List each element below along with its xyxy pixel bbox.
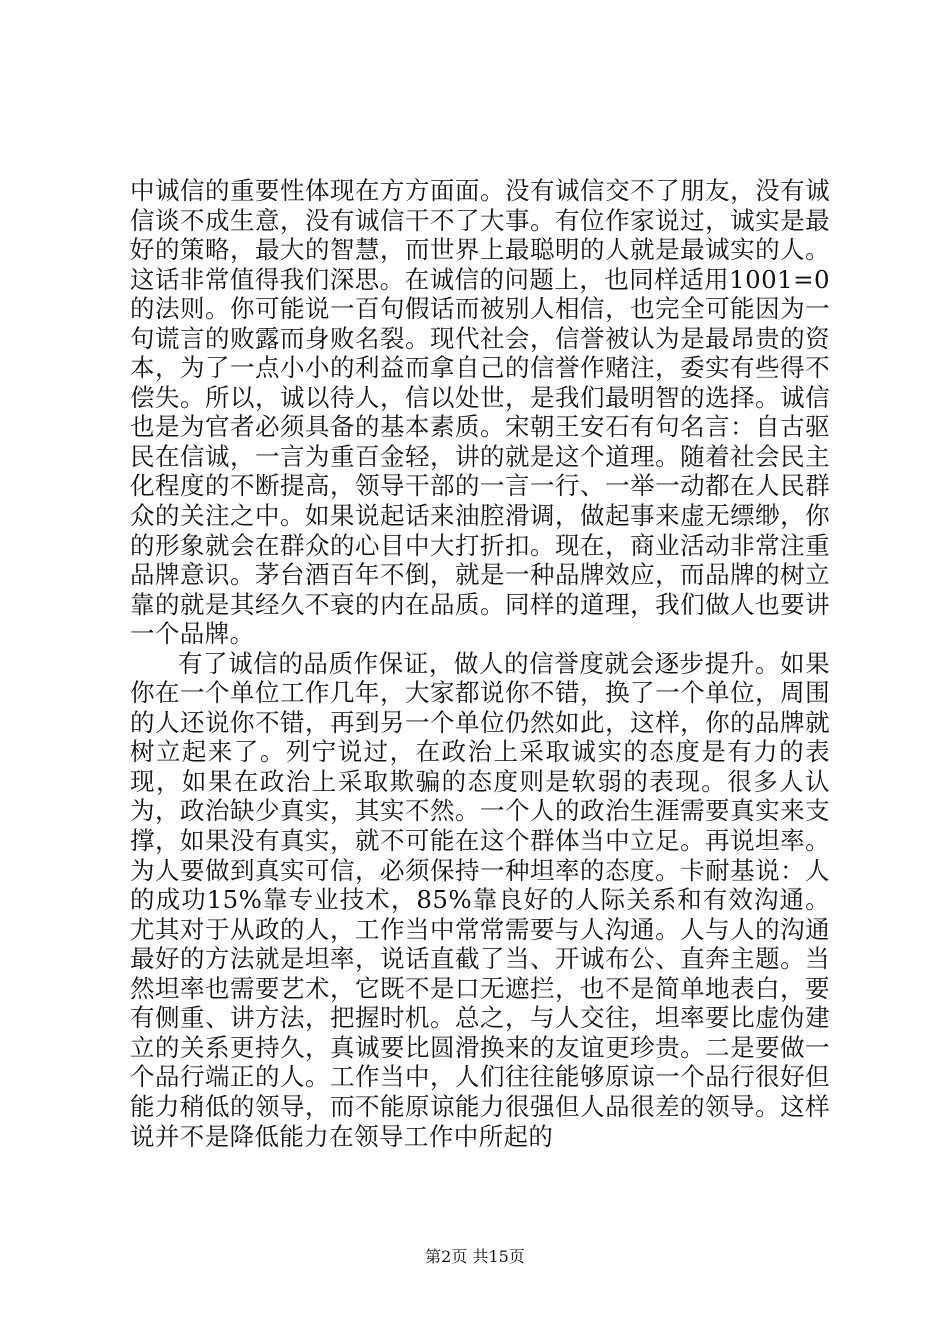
paragraph-1: 中诚信的重要性体现在方方面面。没有诚信交不了朋友，没有诚信谈不成生意，没有诚信干不了大事。有位作家说过，诚实是最好的策略，最大的智慧，而世界上最聪明的人就是最诚实的人。这话非常值得我们深思。在诚信的问题上，也同样适用1001=0的法则。你可能说一百句假话而被别人相信，也完全可能因为一句谎言的败露而身败名裂。现代社会，信誉被认为是最昂贵的资本，为了一点小小的利益而拿自己的信誉作赌注，委实有些得不偿失。所以，诚以待人，信以处世，是我们最明智的选择。诚信也是为官者必须具备的基本素质。宋朝王安石有句名言：自古驱民在信诚，一言为重百金轻，讲的就是这个道理。随着社会民主化程度的不断提高，领导干部的一言一行、一举一动都在人民群众的关注之中。如果说起话来油腔滑调，做起事来虚无缥缈，你的形象就会在群众的心目中大打折扣。现在，商业活动非常注重品牌意识。茅台酒百年不倒，就是一种品牌效应，而品牌的树立靠的就是其经久不衰的内在品质。同样的道理，我们做人也要讲一个品牌。 xyxy=(130,176,830,649)
paragraph-2: 有了诚信的品质作保证，做人的信誉度就会逐步提升。如果你在一个单位工作几年，大家都说你不错，换了一个单位，周围的人还说你不错，再到另一个单位仍然如此，这样，你的品牌就树立起来了。列宁说过，在政治上采取诚实的态度是有力的表现，如果在政治上采取欺骗的态度则是软弱的表现。很多人认为，政治缺少真实，其实不然。一个人的政治生涯需要真实来支撑，如果没有真实，就不可能在这个群体当中立足。再说坦率。为人要做到真实可信，必须保持一种坦率的态度。卡耐基说：人的成功15%靠专业技术，85%靠良好的人际关系和有效沟通。尤其对于从政的人，工作当中常常需要与人沟通。人与人的沟通最好的方法就是坦率，说话直截了当、开诚布公、直奔主题。当然坦率也需要艺术，它既不是口无遮拦，也不是简单地表白，要有侧重、讲方法，把握时机。总之，与人交往，坦率要比虚伪建立的关系更持久，真诚要比圆滑换来的友谊更珍贵。二是要做一个品行端正的人。工作当中，人们往往能够原谅一个品行很好但能力稍低的领导，而不能原谅能力很强但人品很差的领导。这样说并不是降低能力在领导工作中所起的 xyxy=(130,648,830,1151)
page-footer: 第2页 共15页 xyxy=(425,1247,525,1266)
document-body xyxy=(130,176,830,1151)
